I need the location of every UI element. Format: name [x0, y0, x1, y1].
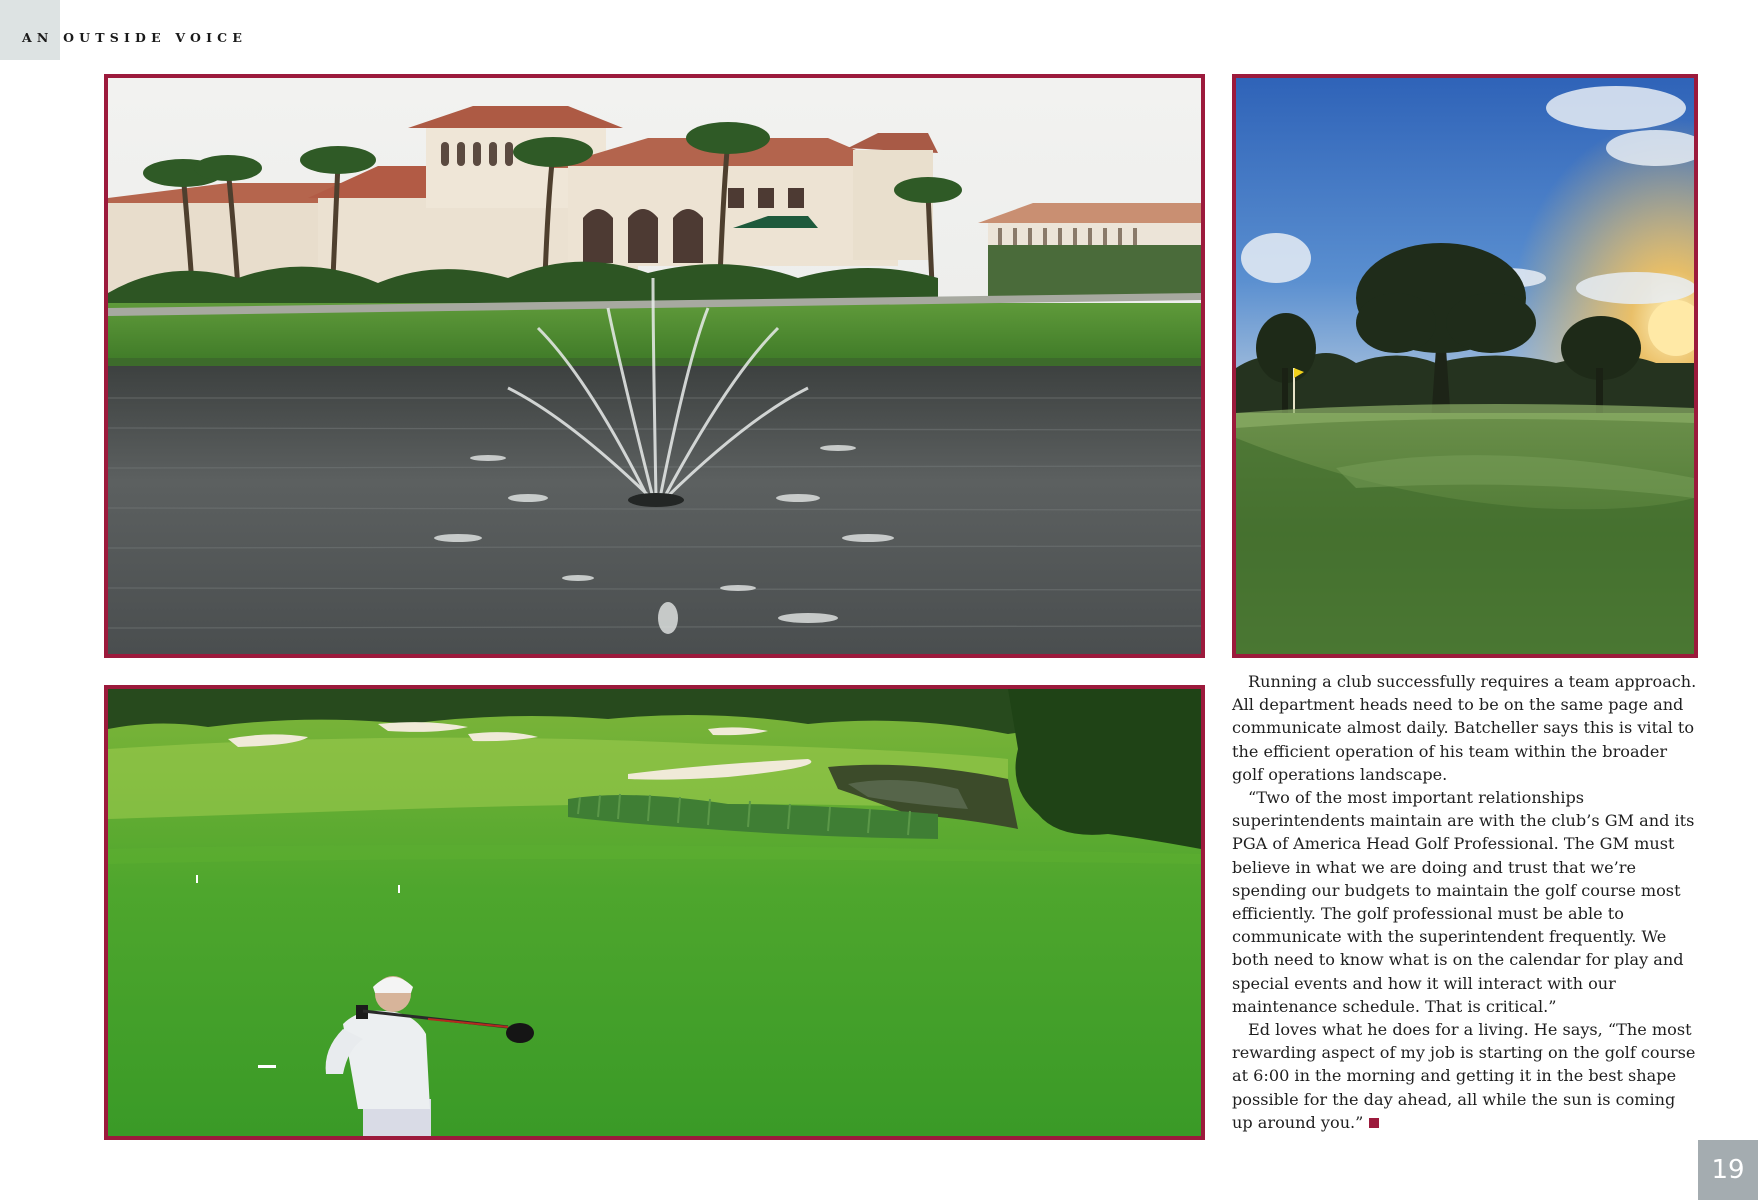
article-body	[1232, 670, 1700, 1134]
page-number: 19	[1698, 1140, 1758, 1200]
end-mark-icon	[1369, 1118, 1379, 1128]
article-paragraph-2: “Two of the most important relationships superintendents maintain are with the club’s GM and its PGA of America Head Golf Professional. The GM must believe in what we are doing and trust that we’re spending our budgets to maintain the golf course most efficiently. The golf professional must be able to communicate with the superintendent frequently. We both need to know what is on the calendar for play and special events and how it will interact with our maintenance schedule. That is critical.”	[1232, 788, 1695, 1016]
article-paragraph-3-text: Ed loves what he does for a living. He says, “The most rewarding aspect of my job is starting on the golf course at 6:00 in the morning and getting it in the best shape possible for the day ahead, all while the sun is coming up around you.”	[1232, 1020, 1696, 1132]
section-label: AN OUTSIDE VOICE	[22, 30, 248, 45]
article-paragraph-1: Running a club successfully requires a team approach. All department heads need to be on the same page and communicate almost daily. Batcheller says this is vital to the efficient operation of his team within the broader golf operations landscape.	[1232, 672, 1697, 784]
article-paragraph-3	[1232, 1018, 1700, 1134]
clubhouse-photo	[104, 74, 1205, 658]
sunrise-photo	[1232, 74, 1698, 658]
golfer-photo	[104, 685, 1205, 1140]
